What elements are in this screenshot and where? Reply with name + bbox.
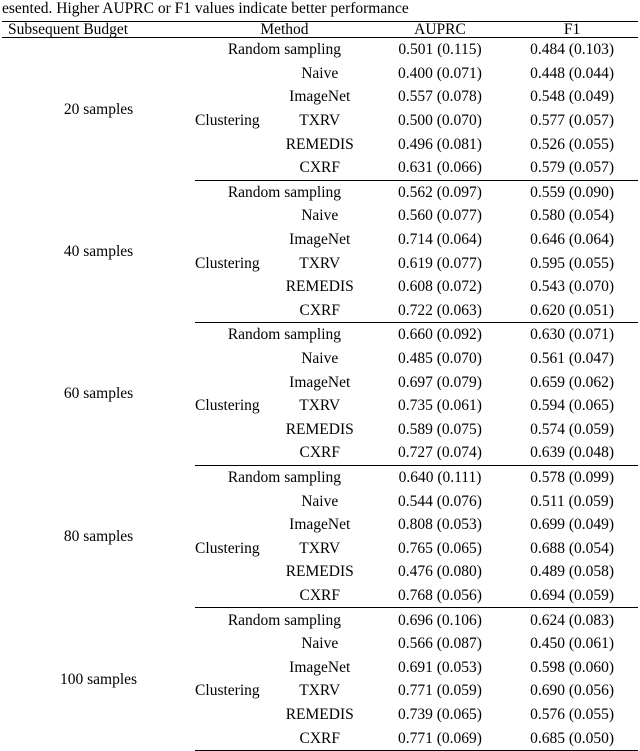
- method-random-sampling: Random sampling: [227, 468, 342, 486]
- auprc-cell: 0.660 (0.092): [398, 326, 482, 344]
- method-group-label: [195, 584, 266, 608]
- f1-cell: 0.624 (0.083): [530, 611, 615, 629]
- auprc-cell: 0.485 (0.070): [398, 350, 482, 368]
- f1-cell: 0.688 (0.054): [530, 539, 615, 557]
- auprc-cell: 0.727 (0.074): [374, 441, 506, 465]
- f1-cell: 0.598 (0.060): [530, 658, 615, 676]
- auprc-cell: 0.640 (0.111): [398, 468, 482, 486]
- f1-cell: 0.576 (0.055): [530, 705, 615, 723]
- method-random-sampling: Random sampling: [227, 611, 342, 629]
- model-name-cell: TXRV: [299, 397, 341, 415]
- model-name-cell: TXRV: [299, 682, 341, 700]
- auprc-cell: 0.697 (0.079): [398, 373, 482, 391]
- auprc-cell: 0.722 (0.063): [374, 299, 506, 323]
- method-random-sampling: Random sampling: [227, 183, 342, 201]
- method-group-label: [195, 228, 266, 252]
- f1-cell: 0.694 (0.059): [506, 584, 638, 608]
- method-group-label: [195, 156, 266, 180]
- auprc-cell: 0.739 (0.065): [398, 705, 482, 723]
- auprc-cell: 0.560 (0.077): [398, 207, 482, 225]
- method-group-label: [195, 132, 266, 156]
- auprc-cell: 0.631 (0.066): [374, 156, 506, 180]
- model-name-cell: ImageNet: [289, 658, 351, 676]
- budget-cell: 60 samples: [63, 385, 134, 403]
- model-name-cell: ImageNet: [289, 231, 351, 249]
- auprc-cell: 0.696 (0.106): [398, 611, 482, 629]
- model-name-cell: REMEDIS: [285, 705, 354, 723]
- auprc-cell: 0.619 (0.077): [398, 254, 482, 272]
- method-group-label: [195, 85, 266, 109]
- method-group-label: [195, 703, 266, 727]
- budget-cell: 100 samples: [59, 670, 138, 688]
- f1-cell: 0.690 (0.056): [530, 682, 615, 700]
- model-name-cell: CXRF: [266, 441, 374, 465]
- table-row: [2, 180, 638, 204]
- method-group-label: [195, 347, 266, 371]
- model-name-cell: CXRF: [266, 726, 374, 750]
- f1-cell: 0.577 (0.057): [530, 112, 615, 130]
- f1-cell: 0.620 (0.051): [506, 299, 638, 323]
- auprc-cell: 0.771 (0.059): [398, 682, 482, 700]
- f1-cell: 0.595 (0.055): [530, 254, 615, 272]
- auprc-cell: 0.589 (0.075): [398, 420, 482, 438]
- f1-cell: 0.659 (0.062): [530, 373, 615, 391]
- auprc-cell: 0.714 (0.064): [398, 231, 482, 249]
- auprc-cell: 0.557 (0.078): [398, 88, 482, 106]
- f1-cell: 0.685 (0.050): [506, 726, 638, 750]
- method-random-sampling: Random sampling: [227, 41, 342, 59]
- method-group-label: [195, 370, 266, 394]
- method-group-label: [195, 560, 266, 584]
- method-group-label: Clustering: [195, 254, 260, 272]
- method-group-label: [195, 62, 266, 86]
- f1-cell: 0.489 (0.058): [530, 563, 615, 581]
- table-body: [2, 22, 638, 751]
- method-group-label: [195, 418, 266, 442]
- auprc-cell: 0.566 (0.087): [398, 635, 482, 653]
- budget-cell: 20 samples: [63, 100, 134, 118]
- model-name-cell: CXRF: [266, 584, 374, 608]
- model-name-cell: ImageNet: [289, 516, 351, 534]
- model-name-cell: Naive: [301, 635, 339, 653]
- column-header-auprc: AUPRC: [374, 22, 506, 38]
- auprc-cell: 0.562 (0.097): [398, 183, 482, 201]
- method-group-label: Clustering: [195, 397, 260, 415]
- auprc-cell: 0.496 (0.081): [398, 135, 482, 153]
- f1-cell: 0.580 (0.054): [530, 207, 615, 225]
- method-group-label: [195, 204, 266, 228]
- auprc-cell: 0.765 (0.065): [398, 539, 482, 557]
- f1-cell: 0.579 (0.057): [506, 156, 638, 180]
- column-header-method: Method: [195, 22, 374, 38]
- auprc-cell: 0.476 (0.080): [398, 563, 482, 581]
- model-name-cell: ImageNet: [289, 88, 351, 106]
- method-group-label: [195, 513, 266, 537]
- method-group-label: Clustering: [195, 682, 260, 700]
- results-table: [2, 21, 638, 751]
- column-header-budget: Subsequent Budget: [2, 22, 195, 38]
- method-group-label: [195, 275, 266, 299]
- method-group-label: [195, 655, 266, 679]
- auprc-cell: 0.544 (0.076): [398, 492, 482, 510]
- model-name-cell: Naive: [301, 350, 339, 368]
- auprc-cell: 0.691 (0.053): [398, 658, 482, 676]
- model-name-cell: TXRV: [299, 112, 341, 130]
- column-header-f1: F1: [506, 22, 638, 38]
- method-group-label: [195, 632, 266, 656]
- method-group-label: [195, 299, 266, 323]
- model-name-cell: CXRF: [266, 299, 374, 323]
- table-row: [2, 38, 638, 62]
- f1-cell: 0.511 (0.059): [530, 492, 614, 510]
- f1-cell: 0.450 (0.061): [530, 635, 615, 653]
- auprc-cell: 0.500 (0.070): [398, 112, 482, 130]
- model-name-cell: CXRF: [266, 156, 374, 180]
- f1-cell: 0.646 (0.064): [530, 231, 615, 249]
- auprc-cell: 0.735 (0.061): [398, 397, 482, 415]
- model-name-cell: Naive: [301, 492, 339, 510]
- f1-cell: 0.448 (0.044): [530, 64, 615, 82]
- f1-cell: 0.526 (0.055): [530, 135, 615, 153]
- table-caption-tail: esented. Higher AUPRC or F1 values indicate better performance: [2, 0, 409, 17]
- method-group-label: Clustering: [195, 539, 260, 557]
- f1-cell: 0.578 (0.099): [530, 468, 615, 486]
- method-group-label: [195, 726, 266, 750]
- f1-cell: 0.594 (0.065): [530, 397, 615, 415]
- f1-cell: 0.543 (0.070): [530, 278, 615, 296]
- f1-cell: 0.559 (0.090): [530, 183, 615, 201]
- auprc-cell: 0.608 (0.072): [398, 278, 482, 296]
- model-name-cell: TXRV: [299, 254, 341, 272]
- model-name-cell: Naive: [301, 207, 339, 225]
- model-name-cell: REMEDIS: [285, 278, 354, 296]
- table-row: [2, 608, 638, 632]
- method-group-label: [195, 489, 266, 513]
- method-group-label: Clustering: [195, 112, 260, 130]
- model-name-cell: Naive: [301, 64, 339, 82]
- f1-cell: 0.699 (0.049): [530, 516, 615, 534]
- method-group-label: [195, 441, 266, 465]
- f1-cell: 0.484 (0.103): [530, 41, 615, 59]
- auprc-cell: 0.501 (0.115): [398, 41, 482, 59]
- f1-cell: 0.561 (0.047): [530, 350, 615, 368]
- model-name-cell: REMEDIS: [285, 563, 354, 581]
- table-header-row: [2, 22, 638, 38]
- budget-cell: 40 samples: [63, 242, 134, 260]
- auprc-cell: 0.400 (0.071): [398, 64, 482, 82]
- f1-cell: 0.548 (0.049): [530, 88, 615, 106]
- model-name-cell: TXRV: [299, 539, 341, 557]
- f1-cell: 0.639 (0.048): [506, 441, 638, 465]
- budget-cell: 80 samples: [63, 527, 134, 545]
- table-row: [2, 465, 638, 489]
- f1-cell: 0.630 (0.071): [530, 326, 615, 344]
- model-name-cell: ImageNet: [289, 373, 351, 391]
- auprc-cell: 0.808 (0.053): [398, 516, 482, 534]
- model-name-cell: REMEDIS: [285, 420, 354, 438]
- f1-cell: 0.574 (0.059): [530, 420, 615, 438]
- auprc-cell: 0.771 (0.069): [374, 726, 506, 750]
- method-random-sampling: Random sampling: [227, 326, 342, 344]
- auprc-cell: 0.768 (0.056): [374, 584, 506, 608]
- model-name-cell: REMEDIS: [285, 135, 354, 153]
- table-row: [2, 323, 638, 347]
